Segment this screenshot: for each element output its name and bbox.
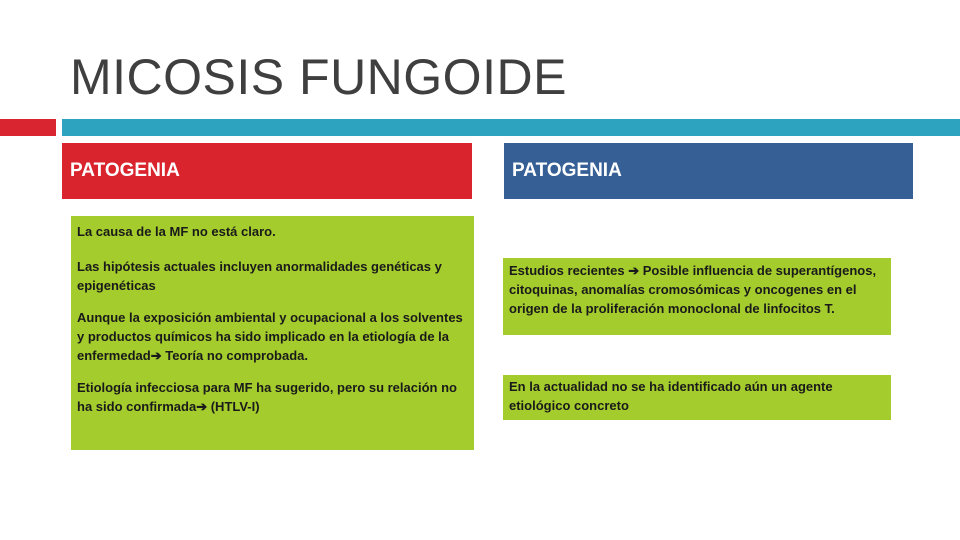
- left-item-1: La causa de la MF no está claro.: [77, 224, 276, 239]
- left-item-4: Etiología infecciosa para MF ha sugerido, pero su relación no ha sido confirmada➔ (HTLV-I): [77, 380, 457, 414]
- arrow-icon: ➔: [628, 263, 640, 278]
- right-content-box-1: Estudios recientes ➔ Posible influencia de superantígenos, citoquinas, anomalías cromosómicas y oncogenes en el origen de la proliferación monoclonal de linfocitos T.: [503, 258, 891, 335]
- title-rule-blue: [62, 119, 960, 136]
- right-content-box-2: En la actualidad no se ha identificado aún un agente etiológico concreto: [503, 375, 891, 420]
- slide-title: MICOSIS FUNGOIDE: [70, 49, 567, 105]
- left-header: PATOGENIA: [62, 143, 472, 199]
- arrow-icon: ➔: [150, 348, 162, 363]
- title-rule-red: [0, 119, 56, 136]
- left-item-3: Aunque la exposición ambiental y ocupacional a los solventes y productos químicos ha sido implicado en la etiología de la enfermedad➔ Teoría no comprobada.: [77, 310, 463, 363]
- left-content-box: [71, 216, 474, 450]
- left-item-2: Las hipótesis actuales incluyen anormalidades genéticas y epigenéticas: [77, 259, 442, 293]
- arrow-icon: ➔: [196, 399, 208, 414]
- right-header: PATOGENIA: [504, 143, 913, 199]
